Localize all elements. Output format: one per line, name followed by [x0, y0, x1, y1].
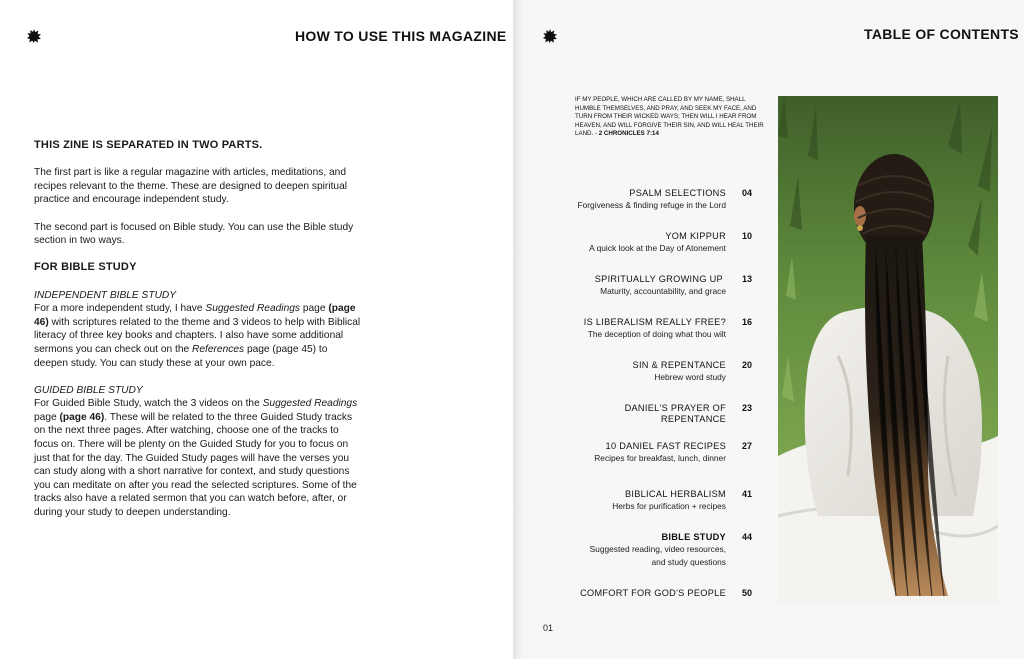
independent-study-title: INDEPENDENT BIBLE STUDY	[34, 289, 177, 301]
independent-text-1: For a more independent study, I have	[34, 303, 206, 315]
quote-text: IF MY PEOPLE, WHICH ARE CALLED BY MY NAME, SHALL HUMBLE THEMSELVES, AND PRAY, AND SEEK MY FACE, AND TURN FROM THEIR WICKED WAYS; THEN WILL I HEAR FROM HEAVEN, AND WILL FORGIVE THEIR SIN, AND WILL HEAL THEIR LAND. -	[575, 96, 764, 138]
independent-text-3: page	[300, 303, 329, 315]
toc-page-number: 04	[741, 188, 752, 198]
page-heading-how-to-use: HOW TO USE THIS MAGAZINE	[295, 28, 507, 44]
toc-page-number: 16	[741, 317, 752, 327]
toc-description: and study questions	[651, 557, 726, 567]
toc-item[interactable]	[560, 274, 760, 298]
toc-page-number: 10	[741, 231, 752, 241]
toc-item[interactable]	[560, 532, 760, 569]
toc-page-number: 20	[741, 360, 752, 370]
guided-text-3: page	[34, 411, 60, 423]
quote-reference: 2 CHRONICLES 7:14	[598, 130, 659, 138]
toc-title: BIBLICAL HERBALISM	[624, 489, 726, 499]
toc-description: The deception of doing what thou wilt	[587, 329, 726, 339]
independent-study-block	[34, 289, 364, 371]
section-title: THIS ZINE IS SEPARATED IN TWO PARTS.	[34, 139, 263, 151]
toc-description: Forgiveness & finding refuge in the Lord	[577, 200, 726, 210]
starburst-icon	[27, 29, 41, 43]
toc-item[interactable]	[560, 489, 760, 513]
toc-item[interactable]	[560, 231, 760, 255]
independent-text-7: page (page 45) to deepen study. You can study these at your own pace.	[34, 343, 328, 369]
toc-item[interactable]	[560, 360, 760, 384]
guided-study-block	[34, 384, 364, 520]
page-ref: (page 46)	[59, 411, 105, 423]
toc-description: A quick look at the Day of Atonement	[589, 243, 726, 253]
toc-title: IS LIBERALISM REALLY FREE?	[583, 317, 726, 327]
toc-page-number: 50	[741, 588, 752, 598]
toc-title: 10 DANIEL FAST RECIPES	[605, 441, 726, 451]
toc-page-number: 23	[741, 403, 752, 413]
page-number: 01	[543, 623, 554, 633]
toc-title: BIBLE STUDY	[661, 532, 726, 542]
page-ref: (page 46)	[34, 303, 356, 328]
toc-description: Herbs for purification + recipes	[612, 501, 726, 511]
toc-title: SPIRITUALLY GROWING UP	[594, 274, 723, 284]
toc-title: SIN & REPENTANCE	[632, 360, 726, 370]
toc-title: COMFORT FOR GOD'S PEOPLE	[580, 588, 726, 598]
toc-page-number: 41	[741, 489, 752, 499]
guided-text-1: For Guided Bible Study, watch the 3 videos on the	[34, 398, 263, 410]
guided-study-title: GUIDED BIBLE STUDY	[34, 384, 143, 396]
toc-item[interactable]	[560, 188, 760, 212]
toc-item[interactable]	[560, 317, 760, 341]
toc-page-number: 27	[741, 441, 752, 451]
toc-page-number: 13	[741, 274, 752, 284]
toc-description: Maturity, accountability, and grace	[600, 286, 726, 296]
guided-text-5: . These will be related to the three Guided Study tracks on the next three pages. After watching, choose one of the tracks to focus on. There will be plenty on the Guided Study for you to focus on just that for the day. The Guided Study pages will have the verses you can study along with a short narrative for context, and study questions you can meditate on after you read the selected scriptures. Some of the tracks also have a related sermon that you can watch before, after, or during your study to deepen understanding.	[34, 411, 357, 519]
toc-item[interactable]	[560, 403, 760, 425]
intro-paragraph-2: The second part is focused on Bible study. You can use the Bible study section in two ways.	[34, 221, 354, 247]
scripture-quote	[575, 96, 771, 139]
page-gutter	[513, 0, 523, 659]
cover-photo	[778, 96, 998, 604]
toc-title: DANIEL'S PRAYER OF REPENTANCE	[624, 403, 726, 424]
starburst-icon	[543, 29, 557, 43]
toc-description: Suggested reading, video resources,	[589, 544, 726, 554]
toc-description: Recipes for breakfast, lunch, dinner	[594, 453, 726, 463]
toc-item[interactable]	[560, 441, 760, 465]
toc-description: Hebrew word study	[654, 372, 726, 382]
intro-paragraph-1: The first part is like a regular magazine with articles, meditations, and recipes relevant to the theme. These are designed to deepen spiritual practice and encourage independent study.	[34, 167, 347, 206]
bible-study-heading: FOR BIBLE STUDY	[34, 261, 137, 274]
toc-title: YOM KIPPUR	[665, 231, 726, 241]
page-heading-table-of-contents: TABLE OF CONTENTS	[864, 26, 1019, 42]
suggested-readings-ref: Suggested Readings	[205, 303, 300, 315]
references-ref: References	[192, 343, 245, 355]
toc-page-number: 44	[741, 532, 752, 542]
independent-text-5: with scriptures related to the theme and 3 videos to help with Biblical literacy of three key books and chapters. I also have some additional sermons you can check out on the	[34, 316, 361, 355]
toc-item[interactable]	[560, 588, 760, 599]
toc-title: PSALM SELECTIONS	[629, 188, 726, 198]
how-to-body	[34, 139, 364, 533]
suggested-readings-ref: Suggested Readings	[262, 398, 358, 410]
